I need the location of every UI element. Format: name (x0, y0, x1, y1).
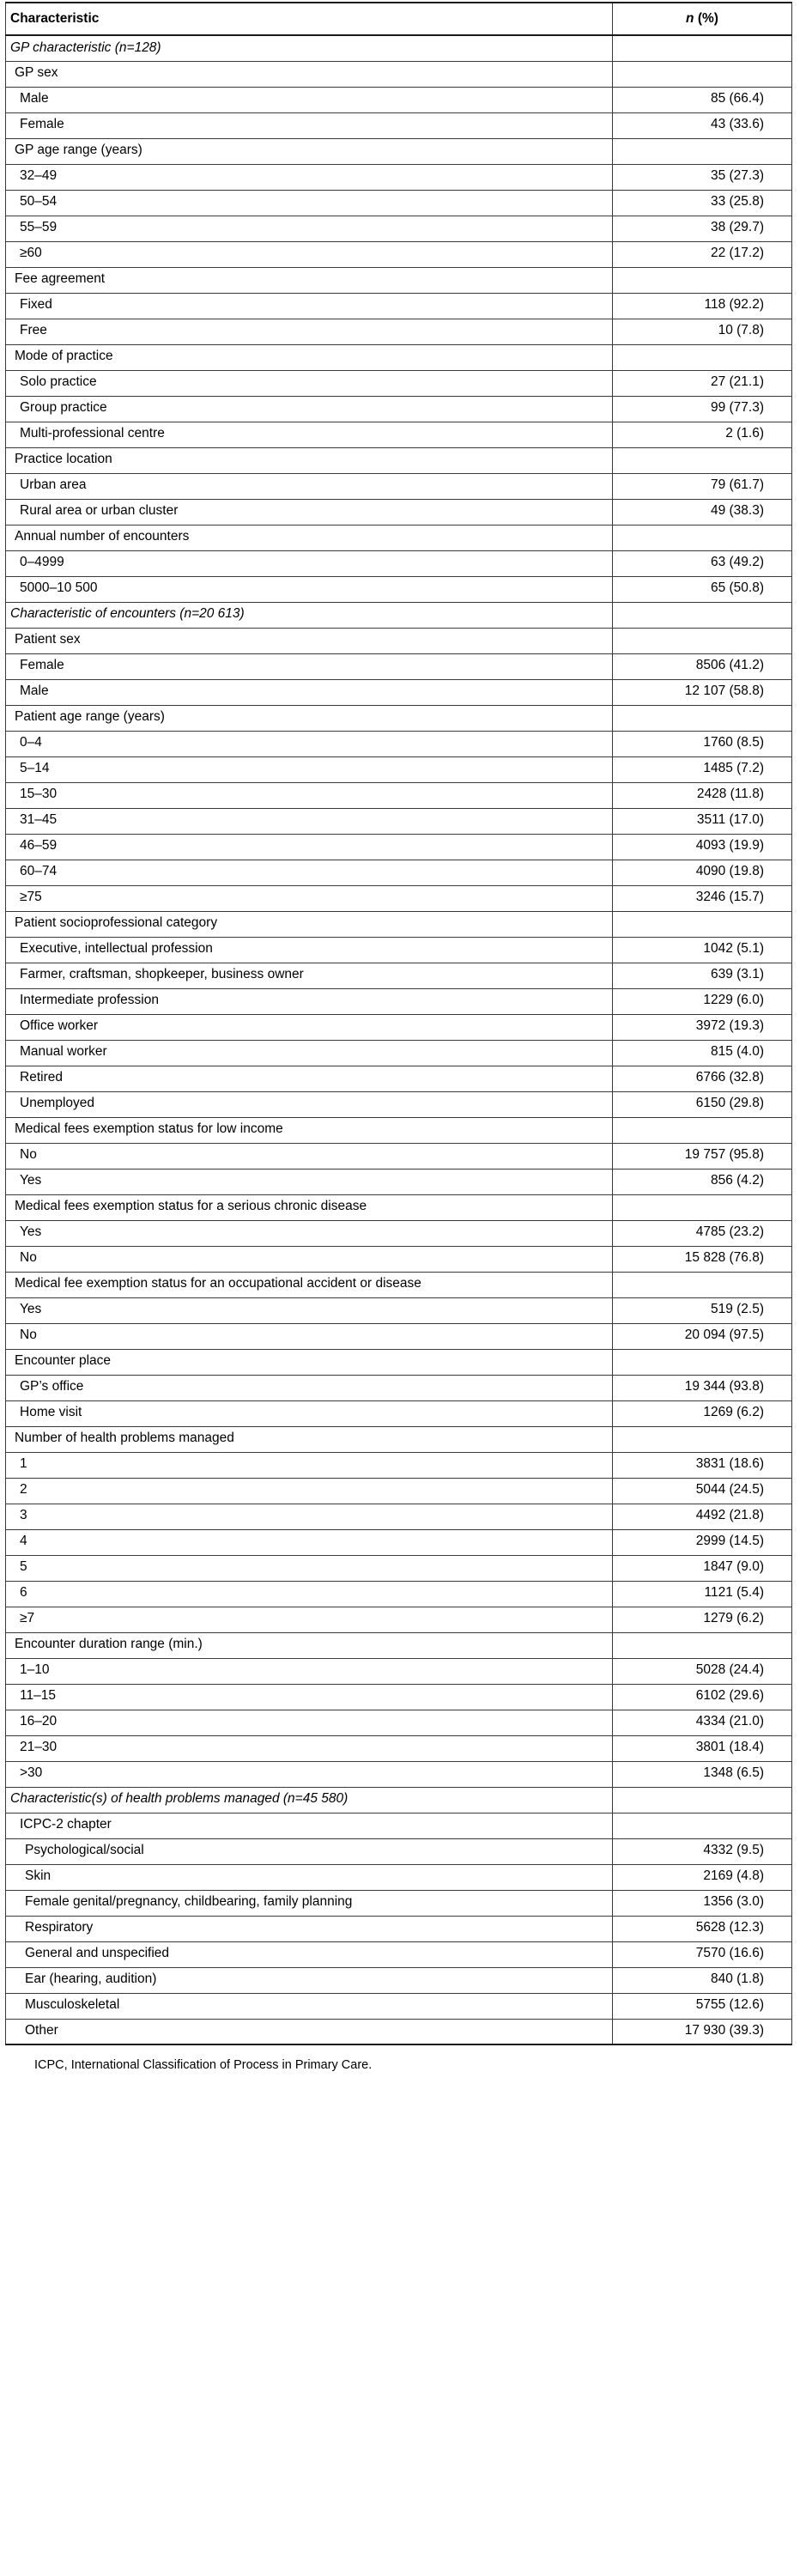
row-value-cell: 856 (4.2) (613, 1169, 792, 1194)
row-label-cell: ≥75 (6, 885, 613, 911)
row-value-cell: 38 (29.7) (613, 216, 792, 241)
row-label-cell: Yes (6, 1169, 613, 1194)
table-row (6, 550, 792, 576)
table-row (6, 1710, 792, 1735)
row-label-cell: Manual worker (6, 1040, 613, 1066)
row-value-cell: 6102 (29.6) (613, 1684, 792, 1710)
row-value-cell: 1847 (9.0) (613, 1555, 792, 1581)
row-label-cell: 5–14 (6, 756, 613, 782)
row-label-cell: Executive, intellectual profession (6, 937, 613, 963)
row-value-cell: 33 (25.8) (613, 190, 792, 216)
row-value-cell: 5628 (12.3) (613, 1916, 792, 1941)
row-value-cell: 1269 (6.2) (613, 1400, 792, 1426)
table-row (6, 1091, 792, 1117)
table-row (6, 190, 792, 216)
row-value-cell: 22 (17.2) (613, 241, 792, 267)
table-row (6, 911, 792, 937)
row-label-cell: Home visit (6, 1400, 613, 1426)
row-value-cell (613, 911, 792, 937)
row-value-cell (613, 1632, 792, 1658)
row-value-cell: 519 (2.5) (613, 1297, 792, 1323)
group-label-cell: Annual number of encounters (6, 525, 613, 550)
table-row (6, 1581, 792, 1607)
row-value-cell: 3801 (18.4) (613, 1735, 792, 1761)
section-header-cell: GP characteristic (n=128) (6, 35, 613, 61)
table-row (6, 1400, 792, 1426)
table-row (6, 1838, 792, 1864)
table-row (6, 1607, 792, 1632)
row-value-cell: 1229 (6.0) (613, 988, 792, 1014)
table-row (6, 1761, 792, 1787)
group-label-cell: Medical fees exemption status for a serious chronic disease (6, 1194, 613, 1220)
table-row (6, 1916, 792, 1941)
row-label-cell: 5000–10 500 (6, 576, 613, 602)
row-value-cell: 8506 (41.2) (613, 653, 792, 679)
row-value-cell: 10 (7.8) (613, 319, 792, 344)
row-value-cell: 639 (3.1) (613, 963, 792, 988)
row-label-cell: Multi-professional centre (6, 422, 613, 447)
row-label-cell: 16–20 (6, 1710, 613, 1735)
table-row (6, 1375, 792, 1400)
row-label-cell: No (6, 1143, 613, 1169)
row-label-cell: 32–49 (6, 164, 613, 190)
table-row (6, 87, 792, 112)
group-label-cell: ICPC-2 chapter (6, 1813, 613, 1838)
row-value-cell: 5755 (12.6) (613, 1993, 792, 2019)
row-label-cell: Yes (6, 1220, 613, 1246)
row-value-cell: 35 (27.3) (613, 164, 792, 190)
row-value-cell (613, 1349, 792, 1375)
group-label-cell: Medical fee exemption status for an occupational accident or disease (6, 1272, 613, 1297)
row-label-cell: Group practice (6, 396, 613, 422)
row-value-cell (613, 1272, 792, 1297)
row-value-cell: 118 (92.2) (613, 293, 792, 319)
row-value-cell: 27 (21.1) (613, 370, 792, 396)
row-value-cell: 17 930 (39.3) (613, 2019, 792, 2044)
table-row (6, 602, 792, 628)
table-row (6, 293, 792, 319)
group-label-cell: Patient sex (6, 628, 613, 653)
row-value-cell: 19 757 (95.8) (613, 1143, 792, 1169)
table-row (6, 988, 792, 1014)
row-label-cell: 15–30 (6, 782, 613, 808)
row-value-cell (613, 602, 792, 628)
table-row (6, 576, 792, 602)
row-value-cell: 1121 (5.4) (613, 1581, 792, 1607)
group-label-cell: Practice location (6, 447, 613, 473)
row-value-cell: 79 (61.7) (613, 473, 792, 499)
row-label-cell: Respiratory (6, 1916, 613, 1941)
group-label-cell: Medical fees exemption status for low income (6, 1117, 613, 1143)
row-value-cell: 5028 (24.4) (613, 1658, 792, 1684)
row-label-cell: Yes (6, 1297, 613, 1323)
table-row (6, 1169, 792, 1194)
row-value-cell: 2999 (14.5) (613, 1529, 792, 1555)
group-label-cell: Patient age range (years) (6, 705, 613, 731)
table-row (6, 679, 792, 705)
table-row (6, 1813, 792, 1838)
table-row (6, 319, 792, 344)
group-label-cell: GP age range (years) (6, 138, 613, 164)
percent-label: (%) (694, 10, 718, 26)
table-row (6, 2019, 792, 2044)
table-row (6, 1426, 792, 1452)
table-row (6, 1658, 792, 1684)
row-value-cell: 6766 (32.8) (613, 1066, 792, 1091)
row-value-cell: 4785 (23.2) (613, 1220, 792, 1246)
table-row (6, 756, 792, 782)
row-value-cell (613, 35, 792, 61)
table-row (6, 1993, 792, 2019)
table-row (6, 628, 792, 653)
row-label-cell: Free (6, 319, 613, 344)
row-label-cell: 0–4 (6, 731, 613, 756)
row-label-cell: Skin (6, 1864, 613, 1890)
row-value-cell (613, 138, 792, 164)
row-value-cell: 2428 (11.8) (613, 782, 792, 808)
row-label-cell: Musculoskeletal (6, 1993, 613, 2019)
row-label-cell: 0–4999 (6, 550, 613, 576)
table-row (6, 1143, 792, 1169)
table-row (6, 164, 792, 190)
table-row (6, 1117, 792, 1143)
row-label-cell: Psychological/social (6, 1838, 613, 1864)
row-label-cell: 50–54 (6, 190, 613, 216)
row-value-cell: 6150 (29.8) (613, 1091, 792, 1117)
row-value-cell: 43 (33.6) (613, 112, 792, 138)
row-label-cell: 5 (6, 1555, 613, 1581)
row-value-cell: 1042 (5.1) (613, 937, 792, 963)
row-label-cell: 1 (6, 1452, 613, 1478)
row-value-cell: 12 107 (58.8) (613, 679, 792, 705)
table-row (6, 1504, 792, 1529)
table-row (6, 1555, 792, 1581)
column-header-characteristic: Characteristic (6, 3, 613, 35)
row-label-cell: Fixed (6, 293, 613, 319)
table-row (6, 267, 792, 293)
row-label-cell: Female (6, 112, 613, 138)
table-row (6, 731, 792, 756)
table-row (6, 1529, 792, 1555)
row-value-cell: 3972 (19.3) (613, 1014, 792, 1040)
row-label-cell: Solo practice (6, 370, 613, 396)
table-row (6, 705, 792, 731)
row-label-cell: 2 (6, 1478, 613, 1504)
row-label-cell: 21–30 (6, 1735, 613, 1761)
row-label-cell: Intermediate profession (6, 988, 613, 1014)
row-value-cell: 3511 (17.0) (613, 808, 792, 834)
row-label-cell: 4 (6, 1529, 613, 1555)
row-value-cell (613, 1194, 792, 1220)
row-label-cell: No (6, 1323, 613, 1349)
row-value-cell: 19 344 (93.8) (613, 1375, 792, 1400)
table-row (6, 1890, 792, 1916)
table-row (6, 885, 792, 911)
table-row (6, 1787, 792, 1813)
row-value-cell: 1348 (6.5) (613, 1761, 792, 1787)
row-value-cell (613, 1813, 792, 1838)
row-value-cell: 99 (77.3) (613, 396, 792, 422)
row-label-cell: Male (6, 679, 613, 705)
table-row (6, 447, 792, 473)
row-value-cell: 85 (66.4) (613, 87, 792, 112)
table-row (6, 1297, 792, 1323)
table-row (6, 344, 792, 370)
table-header (6, 3, 792, 35)
row-label-cell: Retired (6, 1066, 613, 1091)
table-row (6, 963, 792, 988)
row-label-cell: 46–59 (6, 834, 613, 860)
row-label-cell: Ear (hearing, audition) (6, 1967, 613, 1993)
group-label-cell: Fee agreement (6, 267, 613, 293)
characteristics-table (5, 2, 792, 2045)
row-label-cell: General and unspecified (6, 1941, 613, 1967)
header-row (6, 3, 792, 35)
table-row (6, 782, 792, 808)
row-label-cell: 1–10 (6, 1658, 613, 1684)
row-label-cell: 3 (6, 1504, 613, 1529)
table-row (6, 35, 792, 61)
row-label-cell: GP’s office (6, 1375, 613, 1400)
table-row (6, 937, 792, 963)
table-row (6, 396, 792, 422)
row-label-cell: 6 (6, 1581, 613, 1607)
row-label-cell: >30 (6, 1761, 613, 1787)
table-row (6, 1941, 792, 1967)
row-value-cell (613, 267, 792, 293)
table-row (6, 808, 792, 834)
table-row (6, 1272, 792, 1297)
row-label-cell: 60–74 (6, 860, 613, 885)
table-row (6, 1349, 792, 1375)
row-value-cell (613, 628, 792, 653)
row-label-cell: ≥7 (6, 1607, 613, 1632)
table-row (6, 1246, 792, 1272)
table-row (6, 525, 792, 550)
row-label-cell: Farmer, craftsman, shopkeeper, business owner (6, 963, 613, 988)
row-value-cell: 1279 (6.2) (613, 1607, 792, 1632)
group-label-cell: Patient socioprofessional category (6, 911, 613, 937)
table-row (6, 422, 792, 447)
table-row (6, 1452, 792, 1478)
row-label-cell: 11–15 (6, 1684, 613, 1710)
group-label-cell: Encounter duration range (min.) (6, 1632, 613, 1658)
group-label-cell: Mode of practice (6, 344, 613, 370)
row-value-cell: 2 (1.6) (613, 422, 792, 447)
row-value-cell (613, 1426, 792, 1452)
n-symbol: n (686, 10, 694, 26)
row-value-cell: 4332 (9.5) (613, 1838, 792, 1864)
group-label-cell: GP sex (6, 61, 613, 87)
row-label-cell: 31–45 (6, 808, 613, 834)
row-label-cell: Male (6, 87, 613, 112)
row-value-cell: 1760 (8.5) (613, 731, 792, 756)
row-value-cell: 1485 (7.2) (613, 756, 792, 782)
table-row (6, 473, 792, 499)
row-value-cell: 3831 (18.6) (613, 1452, 792, 1478)
table-row (6, 138, 792, 164)
group-label-cell: Encounter place (6, 1349, 613, 1375)
table-row (6, 1066, 792, 1091)
table-row (6, 499, 792, 525)
table-row (6, 1220, 792, 1246)
column-header-n-percent (613, 3, 792, 35)
table-row (6, 241, 792, 267)
table-row (6, 860, 792, 885)
section-header-cell: Characteristic(s) of health problems managed (n=45 580) (6, 1787, 613, 1813)
section-header-cell: Characteristic of encounters (n=20 613) (6, 602, 613, 628)
row-value-cell: 4492 (21.8) (613, 1504, 792, 1529)
row-label-cell: Rural area or urban cluster (6, 499, 613, 525)
row-label-cell: Female genital/pregnancy, childbearing, family planning (6, 1890, 613, 1916)
row-label-cell: Female (6, 653, 613, 679)
row-value-cell: 4334 (21.0) (613, 1710, 792, 1735)
table-row (6, 112, 792, 138)
row-value-cell: 5044 (24.5) (613, 1478, 792, 1504)
row-value-cell: 20 094 (97.5) (613, 1323, 792, 1349)
row-value-cell: 2169 (4.8) (613, 1864, 792, 1890)
table-row (6, 216, 792, 241)
table-row (6, 1323, 792, 1349)
row-value-cell (613, 344, 792, 370)
row-value-cell (613, 447, 792, 473)
row-label-cell: Urban area (6, 473, 613, 499)
group-label-cell: Number of health problems managed (6, 1426, 613, 1452)
row-value-cell: 4093 (19.9) (613, 834, 792, 860)
row-label-cell: 55–59 (6, 216, 613, 241)
row-value-cell (613, 1787, 792, 1813)
row-value-cell: 65 (50.8) (613, 576, 792, 602)
table-row (6, 1632, 792, 1658)
table-row (6, 1194, 792, 1220)
row-value-cell (613, 525, 792, 550)
row-value-cell: 49 (38.3) (613, 499, 792, 525)
table-row (6, 1735, 792, 1761)
table-row (6, 1014, 792, 1040)
row-value-cell: 4090 (19.8) (613, 860, 792, 885)
table-row (6, 1864, 792, 1890)
row-value-cell: 15 828 (76.8) (613, 1246, 792, 1272)
row-label-cell: No (6, 1246, 613, 1272)
table-row (6, 653, 792, 679)
row-value-cell: 3246 (15.7) (613, 885, 792, 911)
table-footnote: ICPC, International Classification of Process in Primary Care. (34, 2058, 373, 2072)
row-label-cell: Unemployed (6, 1091, 613, 1117)
row-value-cell (613, 61, 792, 87)
row-value-cell (613, 1117, 792, 1143)
row-value-cell: 1356 (3.0) (613, 1890, 792, 1916)
table-row (6, 1040, 792, 1066)
row-label-cell: Other (6, 2019, 613, 2044)
table-body (6, 35, 792, 2044)
row-label-cell: Office worker (6, 1014, 613, 1040)
row-value-cell: 840 (1.8) (613, 1967, 792, 1993)
table-row (6, 1478, 792, 1504)
row-value-cell: 815 (4.0) (613, 1040, 792, 1066)
table-row (6, 61, 792, 87)
row-value-cell: 63 (49.2) (613, 550, 792, 576)
table-row (6, 1684, 792, 1710)
row-label-cell: ≥60 (6, 241, 613, 267)
table-row (6, 834, 792, 860)
table-row (6, 1967, 792, 1993)
row-value-cell (613, 705, 792, 731)
row-value-cell: 7570 (16.6) (613, 1941, 792, 1967)
table-row (6, 370, 792, 396)
